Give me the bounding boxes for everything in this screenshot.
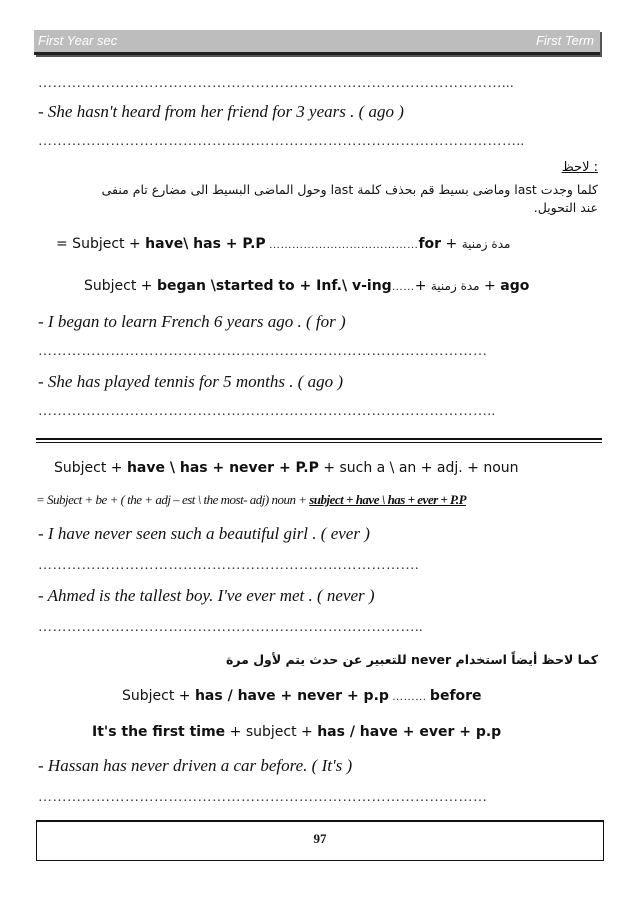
grammar-rule [36,492,466,508]
exercise-sentence: - She hasn't heard from her friend for 3 years . ( ago ) [38,102,404,121]
rule-text: + [441,236,462,252]
answer-line: ……………………………………………………………………………………... [38,76,514,91]
page-number: 97 [313,831,327,846]
exercise-sentence: - She has played tennis for 5 months . ( ago ) [38,372,344,391]
rule-text: Subject + [84,278,157,294]
grammar-rule [54,460,519,476]
rule-bold: has / have + never + p.p [194,688,389,704]
answer-line: …………………………………………………………………….. [38,620,423,635]
grammar-rule [84,278,529,294]
rule-text: + subject + [225,724,318,740]
exercise-sentence: - Hassan has never driven a car before. ( It's ) [38,756,353,775]
header-right: First Term [535,33,594,48]
rule-text: = Subject + [56,236,146,252]
rule-text: Subject + [54,460,127,476]
rule-bold: for [418,236,442,252]
section-divider [36,438,602,440]
exercise-sentence: - I began to learn French 6 years ago . ( for ) [38,312,346,331]
answer-line: ………………………………………………………………………………….. [38,404,496,419]
page-header [34,30,600,55]
note-title: : لاحظ [561,160,598,175]
note-arabic: كما لاحظ أيضاً استخدام [455,652,598,667]
rule-dots: ………………………………… [265,239,419,251]
rule-bold: subject + have \ has + ever + P.P [309,492,467,507]
rule-dots: …… [391,281,415,293]
rule-text: + such a \ an + adj. + noun [318,460,519,476]
rule-text: = Subject + be + ( the + adj – est \ the most- adj) noun + [36,492,310,507]
rule-dots: ……… [388,691,430,703]
rule-bold: It's the first time [92,724,226,740]
answer-line: ………………………………………………………………………………… [38,344,488,359]
rule-text: + [479,278,501,294]
section-divider [36,442,602,443]
exercise-sentence: - I have never seen such a beautiful girl . ( ever ) [38,524,370,543]
header-left: First Year sec [38,33,118,48]
answer-line: ………………………………………………………………………………… [38,790,488,805]
rule-bold: has / have + ever + p.p [317,724,502,740]
note-line: كلما وجدت last وماضى بسيط قم بحذف كلمة last وحول الماضى البسيط الى مضارع تام منفى [101,182,598,197]
note-bold: never [411,652,452,667]
note-line [226,652,598,667]
note-line: عند التحويل. [533,200,598,215]
rule-text: Subject + [122,688,195,704]
rule-text: + [414,278,431,294]
exercise-sentence: - Ahmed is the tallest boy. I've ever met . ( never ) [38,586,375,605]
rule-bold: ago [500,278,530,294]
grammar-rule [56,236,510,252]
answer-line: ……………………………………………………………………. [38,558,419,573]
rule-arabic: مدة زمنية [430,279,480,293]
rule-bold: before [429,688,482,704]
grammar-rule [92,724,501,740]
answer-line: ……………………………………………………………………………………….. [38,134,525,149]
rule-bold: began \started to + Inf.\ v-ing [156,278,392,294]
rule-arabic: مدة زمنية [461,237,511,251]
page-footer [36,820,604,861]
grammar-rule [122,688,482,704]
note-arabic: للتعبير عن حدث يتم لأول مرة [225,652,407,667]
rule-bold: have \ has + never + P.P [126,460,319,476]
rule-bold: have\ has + P.P [145,236,266,252]
